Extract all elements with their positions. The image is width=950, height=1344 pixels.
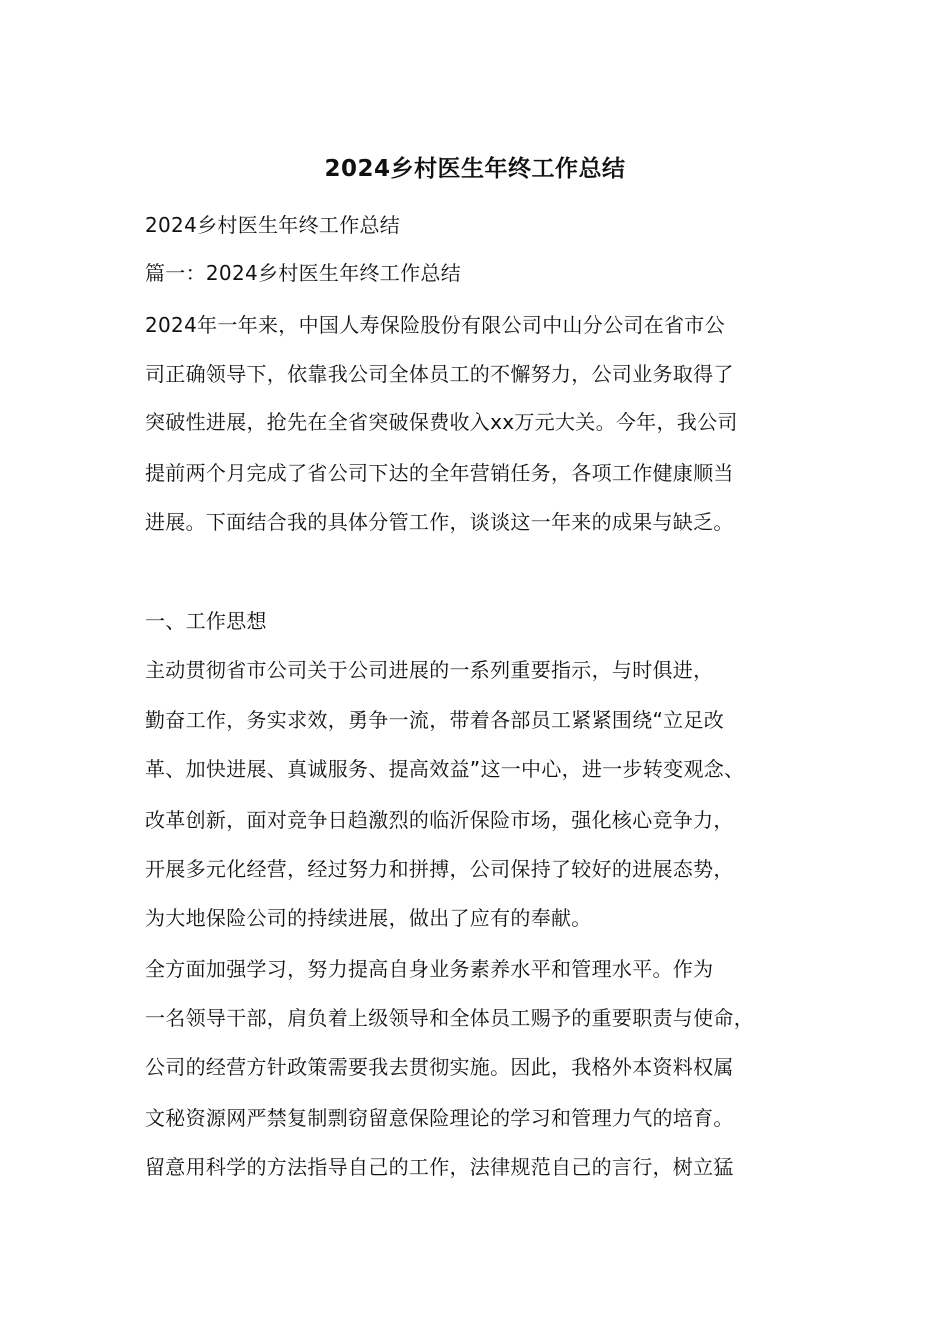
text-line: 公司的经营方针政策需要我去贯彻实施。因此，我格外本资料权属 bbox=[145, 1055, 734, 1079]
text-line: 2024乡村医生年终工作总结 bbox=[145, 213, 401, 237]
section-heading: 一、工作思想 bbox=[145, 609, 267, 633]
text-line: 全方面加强学习，努力提高自身业务素养水平和管理水平。作为 bbox=[145, 957, 714, 981]
document-title: 2024乡村医生年终工作总结 bbox=[324, 156, 626, 182]
text-line: 文秘资源网严禁复制剽窃留意保险理论的学习和管理力气的培育。 bbox=[145, 1106, 734, 1130]
text-line: 勤奋工作，务实求效，勇争一流，带着各部员工紧紧围绕“立足改 bbox=[145, 708, 725, 732]
text-line: 突破性进展，抢先在全省突破保费收入xx万元大关。今年，我公司 bbox=[145, 410, 738, 434]
text-line: 为大地保险公司的持续进展，做出了应有的奉献。 bbox=[145, 906, 592, 930]
text-line: 改革创新，面对竞争日趋激烈的临沂保险市场，强化核心竞争力， bbox=[145, 808, 734, 832]
text-line: 进展。下面结合我的具体分管工作，谈谈这一年来的成果与缺乏。 bbox=[145, 510, 734, 534]
text-line: 司正确领导下，依靠我公司全体员工的不懈努力，公司业务取得了 bbox=[145, 362, 734, 386]
text-line: 留意用科学的方法指导自己的工作，法律规范自己的言行，树立猛 bbox=[145, 1155, 734, 1179]
text-line: 提前两个月完成了省公司下达的全年营销任务，各项工作健康顺当 bbox=[145, 461, 734, 485]
text-line: 开展多元化经营，经过努力和拼搏，公司保持了较好的进展态势， bbox=[145, 857, 734, 881]
text-line: 篇一：2024乡村医生年终工作总结 bbox=[145, 261, 461, 285]
text-line: 一名领导干部，肩负着上级领导和全体员工赐予的重要职责与使命， bbox=[145, 1006, 754, 1030]
text-line: 主动贯彻省市公司关于公司进展的一系列重要指示，与时俱进， bbox=[145, 658, 714, 682]
text-line: 2024年一年来，中国人寿保险股份有限公司中山分公司在省市公 bbox=[145, 313, 725, 337]
text-line: 革、加快进展、真诚服务、提高效益”这一中心，进一步转变观念、 bbox=[145, 757, 745, 781]
